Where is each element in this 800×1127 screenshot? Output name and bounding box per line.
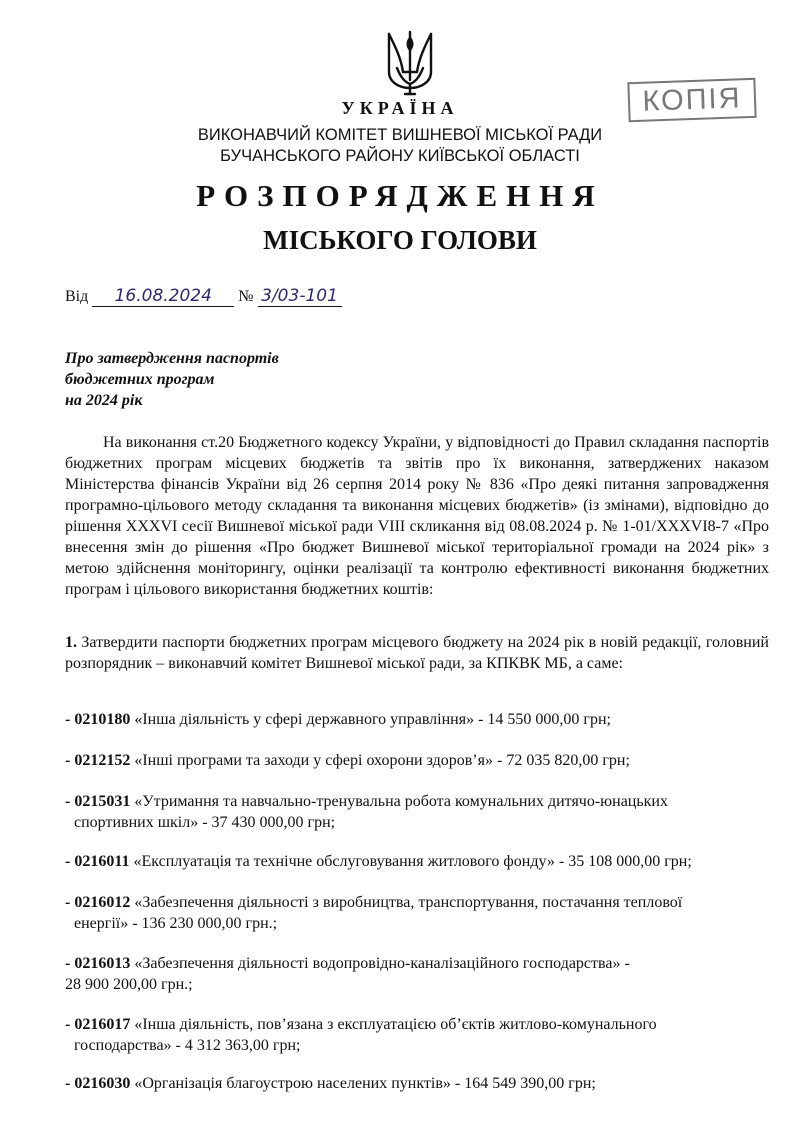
clause-1-text: Затвердити паспорти бюджетних програм місцевого бюджету на 2024 рік в новій редакції, головний розпорядник – виконавчий комітет Вишневої міської ради, за КПКВК МБ, а саме: xyxy=(65,634,769,672)
program-text: «Інші програми та заходи у сфері охорони здоров’я» - 72 035 820,00 грн; xyxy=(134,752,630,769)
clause-1-number: 1. xyxy=(65,634,77,651)
program-code: - 0212152 xyxy=(65,752,131,769)
issuing-body-line-1: ВИКОНАВЧИЙ КОМІТЕТ ВИШНЕВОЇ МІСЬКОЇ РАДИ xyxy=(197,126,603,144)
program-text-continued: 28 900 200,00 грн.; xyxy=(65,976,193,993)
copy-stamp: КОПІЯ xyxy=(627,78,756,122)
program-item xyxy=(65,892,769,934)
document-subtitle: МІСЬКОГО ГОЛОВИ xyxy=(263,225,537,255)
issuing-body xyxy=(0,125,800,167)
program-text-continued: господарства» - 4 312 363,00 грн; xyxy=(74,1037,301,1054)
country-name: УКРАЇНА xyxy=(341,98,459,118)
program-text-continued: енергії» - 136 230 000,00 грн.; xyxy=(74,915,278,932)
program-item xyxy=(65,791,769,833)
program-item xyxy=(65,750,769,771)
program-text-continued: спортивних шкіл» - 37 430 000,00 грн; xyxy=(74,814,336,831)
program-item xyxy=(65,953,769,995)
program-code: - 0210180 xyxy=(65,711,131,728)
document-subject xyxy=(65,348,279,411)
clause-1 xyxy=(65,632,769,674)
program-code: - 0216017 xyxy=(65,1016,131,1033)
program-text: «Експлуатація та технічне обслуговування житлового фонду» - 35 108 000,00 грн; xyxy=(133,853,692,870)
subject-line-2: бюджетних програм xyxy=(65,371,215,388)
document-type-title: РОЗПОРЯДЖЕННЯ xyxy=(196,178,604,213)
program-text: «Організація благоустрою населених пунктів» - 164 549 390,00 грн; xyxy=(134,1075,596,1092)
program-text: «Утримання та навчально-тренувальна робота комунальних дитячо-юнацьких xyxy=(134,793,668,810)
date-number-line xyxy=(65,286,342,307)
program-code: - 0216013 xyxy=(65,955,131,972)
number-value: 3/03-101 xyxy=(258,286,342,307)
program-text: «Забезпечення діяльності водопровідно-каналізаційного господарства» - xyxy=(134,955,630,972)
number-label: № xyxy=(238,288,254,305)
program-text: «Інша діяльність у сфері державного управління» - 14 550 000,00 грн; xyxy=(134,711,611,728)
program-item xyxy=(65,851,769,872)
program-text: «Забезпечення діяльності з виробництва, транспортування, постачання теплової xyxy=(134,894,683,911)
program-item xyxy=(65,1014,769,1056)
program-code: - 0215031 xyxy=(65,793,131,810)
program-code: - 0216030 xyxy=(65,1075,131,1092)
coat-of-arms-trident-icon xyxy=(381,28,439,98)
program-code: - 0216011 xyxy=(65,853,130,870)
date-value: 16.08.2024 xyxy=(92,286,234,307)
intro-paragraph: На виконання ст.20 Бюджетного кодексу України, у відповідності до Правил складання паспортів бюджетних програм місцевих бюджетів та звітів про їх виконання, затверджених наказом Міністерства фінансів України від 26 серпня 2014 року № 836 «Про деякі питання запровадження програмно-цільового методу складання та виконання місцевих бюджетів» (із змінами), відповідно до рішення XXXVI сесії Вишневої міської ради VIII скликання від 08.08.2024 р. № 1-01/XXXVI8-7 «Про внесення змін до рішення «Про бюджет Вишневої міської територіальної громади на 2024 рік» з метою здійснення моніторингу, оцінки реалізації та контролю ефективності виконання бюджетних програм і цільового використання бюджетних коштів: xyxy=(65,434,769,598)
program-item xyxy=(65,709,769,730)
subject-line-3: на 2024 рік xyxy=(65,392,143,409)
program-code: - 0216012 xyxy=(65,894,131,911)
program-text: «Інша діяльність, пов’язана з експлуатацією об’єктів житлово-комунального xyxy=(134,1016,657,1033)
subject-line-1: Про затвердження паспортів xyxy=(65,350,279,367)
issuing-body-line-2: БУЧАНСЬКОГО РАЙОНУ КИЇВСЬКОЇ ОБЛАСТІ xyxy=(220,147,580,165)
date-label: Від xyxy=(65,288,89,305)
program-item xyxy=(65,1073,769,1094)
